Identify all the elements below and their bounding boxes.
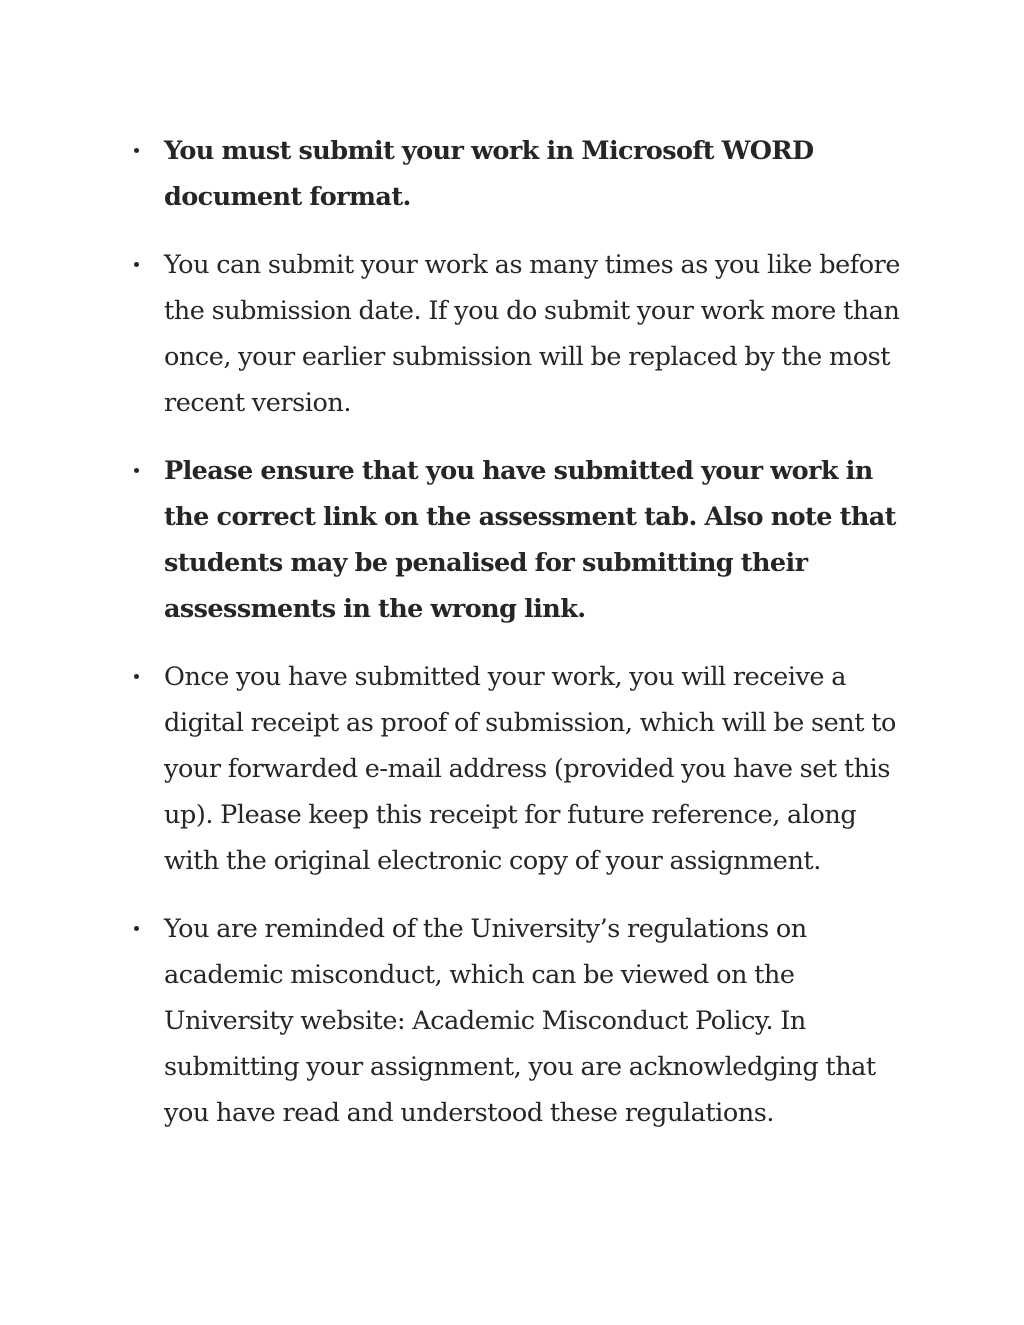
instruction-text: Once you have submitted your work, you will receive a digital receipt as proof of submission, which will be sent to your forwarded e-mail address (provided you have set this up). Please keep this receipt for future reference, along with the original electronic copy of your assignment. — [164, 662, 896, 876]
bullet-icon — [134, 148, 139, 153]
submission-instructions-list — [164, 128, 909, 1158]
instruction-digital-receipt — [164, 654, 909, 884]
instruction-word-format — [164, 128, 909, 220]
bullet-icon — [134, 468, 139, 473]
instruction-text: You are reminded of the University’s regulations on academic misconduct, which can be viewed on the University website: Academic Misconduct Policy. In submitting your assignment, you are acknowledging that you have read and understood these regulations. — [164, 914, 876, 1128]
instruction-resubmission — [164, 242, 909, 426]
bullet-icon — [134, 262, 139, 267]
instruction-text: Please ensure that you have submitted your work in the correct link on the assessment tab. Also note that students may be penalised for submitting their assessments in the wrong link. — [164, 456, 896, 624]
instruction-text: You can submit your work as many times as you like before the submission date. If you do submit your work more than once, your earlier submission will be replaced by the most recent version. — [164, 250, 900, 418]
bullet-icon — [134, 674, 139, 679]
instruction-text: You must submit your work in Microsoft WORD document format. — [164, 136, 814, 212]
instruction-correct-link — [164, 448, 909, 632]
bullet-icon — [134, 926, 139, 931]
instruction-academic-misconduct — [164, 906, 909, 1136]
